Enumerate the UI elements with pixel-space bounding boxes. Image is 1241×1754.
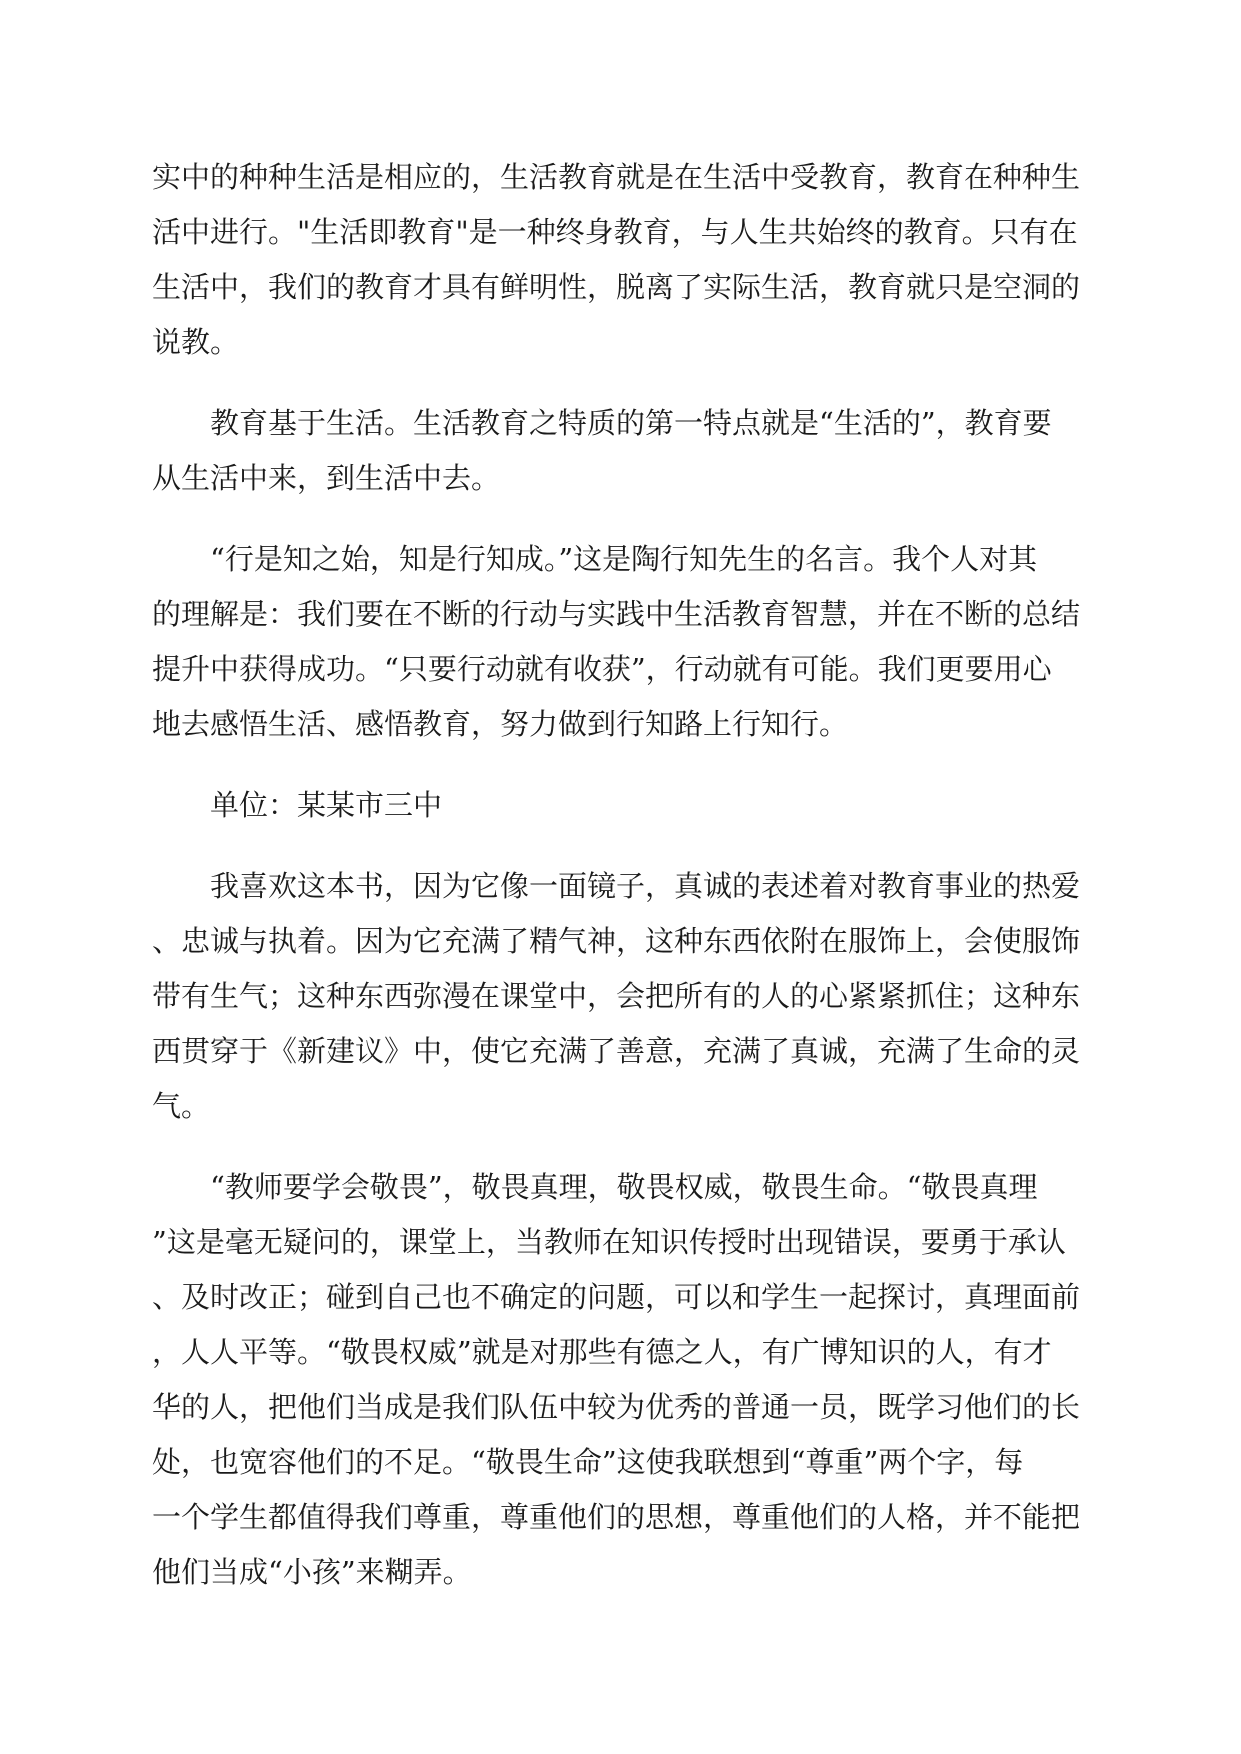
text-line: ”这是毫无疑问的，课堂上，当教师在知识传授时出现错误，要勇于承认: [152, 1225, 1066, 1259]
text-line: 西贯穿于《新建议》中，使它充满了善意，充满了真诚，充满了生命的灵: [152, 1034, 1081, 1068]
paragraph-1: [152, 150, 1092, 370]
paragraph-2: [152, 396, 1092, 506]
text-line: 的理解是：我们要在不断的行动与实践中生活教育智慧，并在不断的总结: [152, 597, 1081, 631]
affiliation-line: 单位：某某市三中: [210, 788, 443, 822]
text-line: ，人人平等。“敬畏权威”就是对那些有德之人，有广博知识的人，有才: [152, 1335, 1052, 1369]
paragraph-5: [152, 859, 1092, 1134]
paragraph-3: [152, 532, 1092, 752]
text-line: 生活中，我们的教育才具有鲜明性，脱离了实际生活，教育就只是空洞的: [152, 270, 1081, 304]
text-line: 活中进行。"生活即教育"是一种终身教育，与人生共始终的教育。只有在: [152, 215, 1078, 249]
text-line: “行是知之始，知是行知成。”这是陶行知先生的名言。我个人对其: [210, 542, 1038, 576]
document-body: [152, 150, 1092, 1626]
paragraph-4-affiliation: [152, 778, 1092, 833]
text-line: 一个学生都值得我们尊重，尊重他们的思想，尊重他们的人格，并不能把: [152, 1500, 1081, 1534]
text-line: 他们当成“小孩”来糊弄。: [152, 1555, 472, 1589]
text-line: 从生活中来，到生活中去。: [152, 461, 501, 495]
text-line: 地去感悟生活、感悟教育，努力做到行知路上行知行。: [152, 707, 849, 741]
text-line: 气。: [152, 1089, 211, 1123]
text-line: 、及时改正；碰到自己也不确定的问题，可以和学生一起探讨，真理面前: [152, 1280, 1081, 1314]
text-line: 说教。: [152, 325, 240, 359]
text-line: 提升中获得成功。“只要行动就有收获”，行动就有可能。我们更要用心: [152, 652, 1052, 686]
text-line: 实中的种种生活是相应的，生活教育就是在生活中受教育，教育在种种生: [152, 160, 1081, 194]
text-line: 处，也宽容他们的不足。“敬畏生命”这使我联想到“尊重”两个字，每: [152, 1445, 1024, 1479]
text-line: 我喜欢这本书，因为它像一面镜子，真诚的表述着对教育事业的热爱: [210, 869, 1081, 903]
text-line: 带有生气；这种东西弥漫在课堂中，会把所有的人的心紧紧抓住；这种东: [152, 979, 1081, 1013]
text-line: “教师要学会敬畏”，敬畏真理，敬畏权威，敬畏生命。“敬畏真理: [210, 1170, 1038, 1204]
paragraph-6: [152, 1160, 1092, 1600]
text-line: 教育基于生活。生活教育之特质的第一特点就是“生活的”，教育要: [210, 406, 1052, 440]
text-line: 华的人，把他们当成是我们队伍中较为优秀的普通一员，既学习他们的长: [152, 1390, 1081, 1424]
text-line: 、忠诚与执着。因为它充满了精气神，这种东西依附在服饰上，会使服饰: [152, 924, 1081, 958]
